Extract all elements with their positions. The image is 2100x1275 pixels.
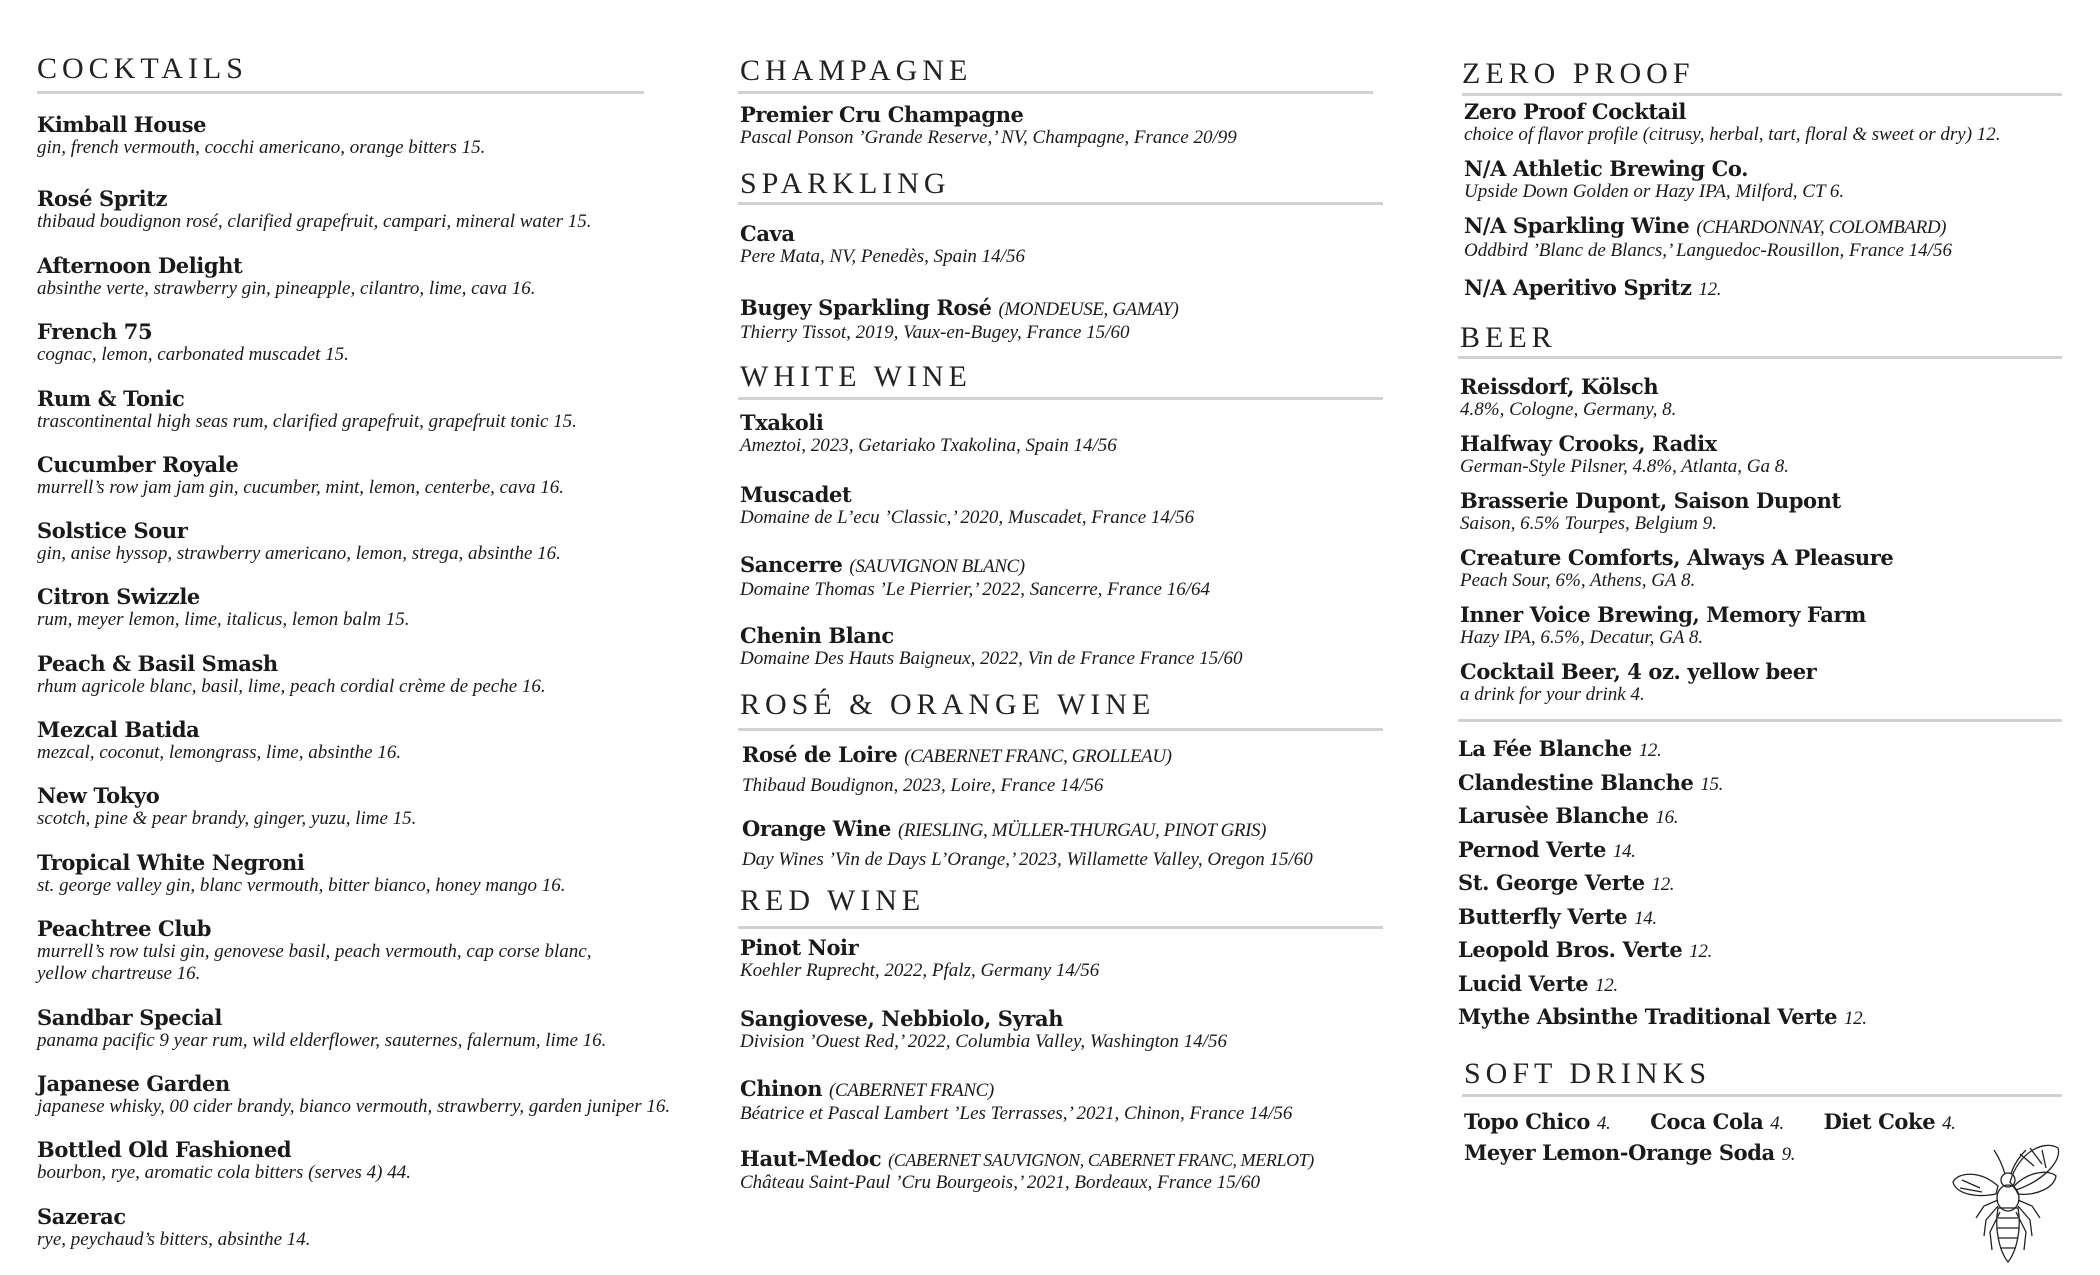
cocktail-item	[37, 1072, 670, 1118]
item-desc: choice of flavor profile (citrusy, herbal, tart, floral & sweet or dry) 12.	[1464, 124, 2001, 145]
item-desc: Béatrice et Pascal Lambert ’Les Terrasses,’ 2021, Chinon, France 14/56	[740, 1103, 1293, 1124]
item-name: Txakoli	[740, 410, 824, 435]
absinthe-item	[1458, 905, 1657, 931]
cocktail-item	[37, 187, 592, 233]
cocktail-item	[37, 851, 566, 897]
item-name: Bugey Sparkling Rosé	[740, 295, 992, 320]
cocktail-item	[37, 320, 349, 366]
cocktails-rule	[37, 91, 644, 94]
item-desc: rhum agricole blanc, basil, lime, peach cordial crème de peche 16.	[37, 676, 546, 697]
item-name: Premier Cru Champagne	[740, 102, 1024, 127]
item-name: French 75	[37, 319, 153, 344]
cocktail-item	[37, 1006, 606, 1052]
zero-proof-item	[1464, 100, 2001, 146]
item-name: Sangiovese, Nebbiolo, Syrah	[740, 1006, 1064, 1031]
item-desc: Domaine de L’ecu ’Classic,’ 2020, Muscadet, France 14/56	[740, 507, 1195, 528]
beer-heading: BEER	[1460, 321, 1557, 354]
item-name: Larusèe Blanche	[1458, 803, 1649, 828]
cocktail-item	[37, 718, 401, 764]
absinthe-rule	[1458, 719, 2062, 722]
cocktail-item	[37, 453, 564, 499]
wine-item	[740, 936, 1099, 982]
item-name: Haut-Medoc	[740, 1146, 882, 1171]
item-name: Bottled Old Fashioned	[37, 1137, 292, 1162]
item-desc: Upside Down Golden or Hazy IPA, Milford, CT 6.	[1464, 181, 1845, 202]
item-name: Sazerac	[37, 1204, 126, 1229]
item-desc: Pere Mata, NV, Penedès, Spain 14/56	[740, 246, 1025, 267]
zero-proof-heading: ZERO PROOF	[1462, 57, 1695, 90]
item-name: Peach & Basil Smash	[37, 651, 278, 676]
grape-note: (RIESLING, MÜLLER-THURGAU, PINOT GRIS)	[897, 820, 1267, 841]
item-price: 4.	[1770, 1113, 1784, 1134]
cocktail-item	[37, 917, 591, 985]
item-name: Leopold Bros. Verte	[1458, 937, 1683, 962]
beer-item	[1460, 375, 1676, 421]
item-name: Muscadet	[740, 482, 852, 507]
cocktail-item	[37, 1138, 411, 1184]
item-name: Zero Proof Cocktail	[1464, 99, 1687, 124]
soft-drinks-row	[1464, 1141, 1795, 1167]
item-price: 9.	[1781, 1144, 1796, 1165]
zero-proof-item	[1464, 157, 1844, 203]
wine-item	[740, 624, 1243, 670]
wine-item	[740, 1147, 1314, 1194]
item-desc: Ameztoi, 2023, Getariako Txakolina, Spain 14/56	[740, 435, 1117, 456]
white-wine-rule	[738, 397, 1383, 400]
beer-item	[1460, 603, 1866, 649]
item-desc: Oddbird ’Blanc de Blancs,’ Languedoc-Rousillon, France 14/56	[1464, 240, 1952, 261]
absinthe-item	[1458, 737, 1661, 763]
item-desc: scotch, pine & pear brandy, ginger, yuzu, lime 15.	[37, 808, 417, 829]
sparkling-rule	[738, 202, 1383, 205]
item-desc: German-Style Pilsner, 4.8%, Atlanta, Ga 8.	[1460, 456, 1789, 477]
item-name: Lucid Verte	[1458, 971, 1589, 996]
item-price: 12.	[1698, 279, 1722, 300]
wine-item	[740, 222, 1025, 268]
absinthe-item	[1458, 871, 1674, 897]
item-name: Cucumber Royale	[37, 452, 239, 477]
champagne-rule	[738, 91, 1373, 94]
item-desc: Thierry Tissot, 2019, Vaux-en-Bugey, France 15/60	[740, 322, 1130, 343]
item-name: Inner Voice Brewing, Memory Farm	[1460, 602, 1866, 627]
beer-item	[1460, 546, 1893, 592]
item-desc: trascontinental high seas rum, clarified grapefruit, grapefruit tonic 15.	[37, 411, 577, 432]
wine-item	[740, 296, 1178, 344]
item-price: 12.	[1689, 941, 1712, 962]
zero-proof-item	[1464, 214, 1952, 262]
item-price: 16.	[1655, 807, 1679, 828]
cocktail-item	[37, 113, 485, 159]
item-name: Reissdorf, Kölsch	[1460, 374, 1659, 399]
wine-item	[740, 1007, 1227, 1053]
item-desc: Koehler Ruprecht, 2022, Pfalz, Germany 14/56	[740, 960, 1100, 981]
item-desc: Peach Sour, 6%, Athens, GA 8.	[1460, 570, 1696, 591]
beer-item	[1460, 660, 1816, 706]
beer-rule	[1458, 356, 2062, 359]
cocktail-item	[37, 387, 577, 433]
grape-note: (CHARDONNAY, COLOMBARD)	[1696, 217, 1947, 238]
item-name: Creature Comforts, Always A Pleasure	[1460, 545, 1894, 570]
item-desc: rye, peychaud’s bitters, absinthe 14.	[37, 1229, 311, 1250]
grape-note: (CABERNET FRANC)	[829, 1080, 994, 1101]
item-desc: cognac, lemon, carbonated muscadet 15.	[37, 344, 349, 365]
item-price: 15.	[1700, 774, 1723, 795]
item-desc: gin, anise hyssop, strawberry americano, lemon, strega, absinthe 16.	[37, 543, 561, 564]
grape-note: (SAUVIGNON BLANC)	[849, 556, 1025, 577]
item-name: Citron Swizzle	[37, 584, 200, 609]
item-price: 14.	[1634, 908, 1657, 929]
item-desc: 4.8%, Cologne, Germany, 8.	[1460, 399, 1677, 420]
cocktail-item	[37, 784, 416, 830]
item-name: Coca Cola	[1650, 1109, 1764, 1134]
item-desc: japanese whisky, 00 cider brandy, bianco vermouth, strawberry, garden juniper 16.	[37, 1096, 671, 1117]
item-name: Solstice Sour	[37, 518, 188, 543]
item-name: Rum & Tonic	[37, 386, 185, 411]
soft-drinks-heading: SOFT DRINKS	[1464, 1057, 1711, 1090]
item-desc: Saison, 6.5% Tourpes, Belgium 9.	[1460, 513, 1717, 534]
item-desc: bourbon, rye, aromatic cola bitters (serves 4) 44.	[37, 1162, 411, 1183]
white-wine-heading: WHITE WINE	[740, 360, 972, 393]
beer-item	[1460, 432, 1789, 478]
item-name: Pinot Noir	[740, 935, 859, 960]
item-desc: absinthe verte, strawberry gin, pineapple, cilantro, lime, cava 16.	[37, 278, 536, 299]
item-name: Mezcal Batida	[37, 717, 200, 742]
soft-drinks-rule	[1462, 1094, 2062, 1097]
grape-note: (CABERNET SAUVIGNON, CABERNET FRANC, MERLOT)	[888, 1150, 1314, 1170]
grape-note: (MONDEUSE, GAMAY)	[998, 299, 1179, 320]
item-desc: st. george valley gin, blanc vermouth, bitter bianco, honey mango 16.	[37, 875, 566, 896]
item-name: Japanese Garden	[37, 1071, 230, 1096]
item-price: 12.	[1638, 740, 1662, 761]
item-price: 12.	[1595, 975, 1618, 996]
item-desc: gin, french vermouth, cocchi americano, orange bitters 15.	[37, 137, 486, 158]
item-name: Cava	[740, 221, 795, 246]
item-name: Rosé de Loire	[742, 742, 898, 767]
wine-item	[742, 817, 1313, 871]
wine-item	[740, 553, 1210, 601]
item-name: Meyer Lemon-Orange Soda	[1464, 1140, 1775, 1165]
absinthe-item	[1458, 1005, 1867, 1031]
bee-illustration-icon	[1950, 1140, 2065, 1270]
item-name: Rosé Spritz	[37, 186, 168, 211]
item-desc: mezcal, coconut, lemongrass, lime, absinthe 16.	[37, 742, 402, 763]
item-price: 4.	[1596, 1113, 1611, 1134]
item-name: Diet Coke	[1823, 1109, 1936, 1134]
wine-item	[740, 103, 1237, 149]
item-name: St. George Verte	[1458, 870, 1645, 895]
sparkling-heading: SPARKLING	[740, 167, 951, 200]
item-name: Orange Wine	[742, 816, 892, 841]
grape-note: (CABERNET FRANC, GROLLEAU)	[904, 746, 1172, 767]
cocktail-item	[37, 519, 561, 565]
cocktail-item	[37, 585, 410, 631]
item-name: Kimball House	[37, 112, 207, 137]
item-price: 4.	[1942, 1113, 1956, 1134]
item-name: N/A Aperitivo Spritz	[1464, 275, 1692, 300]
item-name: Sancerre	[740, 552, 843, 577]
item-name: Pernod Verte	[1458, 837, 1606, 862]
item-name: N/A Athletic Brewing Co.	[1464, 156, 1749, 181]
absinthe-item	[1458, 838, 1635, 864]
cocktail-item	[37, 254, 536, 300]
wine-item	[740, 411, 1117, 457]
item-name: Topo Chico	[1464, 1109, 1590, 1134]
item-name: Chinon	[740, 1076, 823, 1101]
item-desc: thibaud boudignon rosé, clarified grapefruit, campari, mineral water 15.	[37, 211, 592, 232]
cocktail-item	[37, 1205, 311, 1251]
item-price: 14.	[1612, 841, 1636, 862]
absinthe-item	[1458, 771, 1723, 797]
red-wine-rule	[738, 926, 1383, 929]
item-name: N/A Sparkling Wine	[1464, 213, 1690, 238]
rose-orange-rule	[738, 728, 1383, 731]
cocktail-item	[37, 652, 546, 698]
item-name: La Fée Blanche	[1458, 736, 1632, 761]
absinthe-item	[1458, 938, 1712, 964]
item-desc: Division ’Ouest Red,’ 2022, Columbia Valley, Washington 14/56	[740, 1031, 1227, 1052]
item-name: Sandbar Special	[37, 1005, 222, 1030]
item-desc: Day Wines ’Vin de Days L’Orange,’ 2023, Willamette Valley, Oregon 15/60	[742, 849, 1313, 870]
zero-proof-item	[1464, 276, 1721, 302]
item-name: Brasserie Dupont, Saison Dupont	[1460, 488, 1841, 513]
wine-item	[740, 483, 1194, 529]
item-price: 12.	[1844, 1008, 1867, 1029]
absinthe-item	[1458, 972, 1618, 998]
item-desc: murrell’s row jam jam gin, cucumber, mint, lemon, centerbe, cava 16.	[37, 477, 564, 498]
item-desc: Hazy IPA, 6.5%, Decatur, GA 8.	[1460, 627, 1704, 648]
item-desc-line2: yellow chartreuse 16.	[37, 963, 201, 984]
item-name: Chenin Blanc	[740, 623, 894, 648]
red-wine-heading: RED WINE	[740, 884, 926, 917]
item-name: New Tokyo	[37, 783, 160, 808]
item-name: Clandestine Blanche	[1458, 770, 1694, 795]
item-desc: a drink for your drink 4.	[1460, 684, 1645, 705]
wine-item	[742, 743, 1172, 797]
item-name: Peachtree Club	[37, 916, 212, 941]
item-desc: Domaine Thomas ’Le Pierrier,’ 2022, Sancerre, France 16/64	[740, 579, 1211, 600]
absinthe-item	[1458, 804, 1678, 830]
soft-drinks-row	[1464, 1110, 1956, 1136]
item-desc: Pascal Ponson ’Grande Reserve,’ NV, Champagne, France 20/99	[740, 127, 1237, 148]
item-name: Mythe Absinthe Traditional Verte	[1458, 1004, 1838, 1029]
rose-orange-heading: ROSÉ & ORANGE WINE	[740, 688, 1156, 721]
item-name: Halfway Crooks, Radix	[1460, 431, 1717, 456]
item-price: 12.	[1651, 874, 1675, 895]
item-desc: Thibaud Boudignon, 2023, Loire, France 14/56	[742, 775, 1104, 796]
item-name: Butterfly Verte	[1458, 904, 1628, 929]
item-desc: Domaine Des Hauts Baigneux, 2022, Vin de France France 15/60	[740, 648, 1243, 669]
item-desc: rum, meyer lemon, lime, italicus, lemon balm 15.	[37, 609, 410, 630]
champagne-heading: CHAMPAGNE	[740, 54, 973, 87]
item-desc: Château Saint-Paul ’Cru Bourgeois,’ 2021, Bordeaux, France 15/60	[740, 1172, 1260, 1193]
item-name: Afternoon Delight	[37, 253, 243, 278]
item-desc: panama pacific 9 year rum, wild elderflower, sauternes, falernum, lime 16.	[37, 1030, 607, 1051]
beer-item	[1460, 489, 1841, 535]
cocktails-heading: COCKTAILS	[37, 52, 248, 85]
item-name: Tropical White Negroni	[37, 850, 305, 875]
wine-item	[740, 1077, 1292, 1125]
item-desc: murrell’s row tulsi gin, genovese basil, peach vermouth, cap corse blanc,	[37, 941, 592, 962]
item-name: Cocktail Beer, 4 oz. yellow beer	[1460, 659, 1817, 684]
zero-proof-rule	[1462, 93, 2062, 96]
